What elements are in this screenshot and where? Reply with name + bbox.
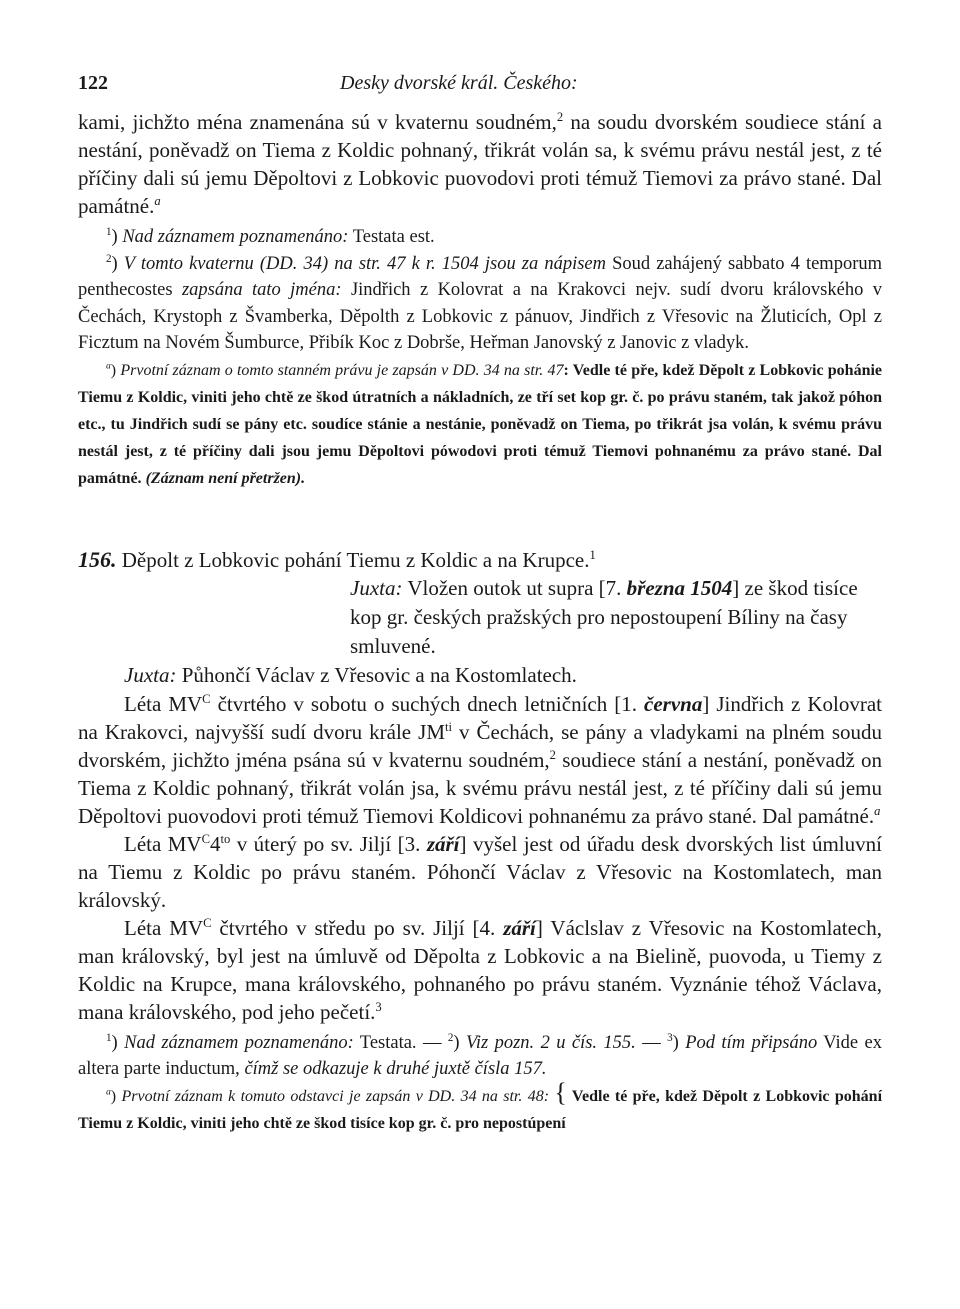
body-paragraph-1: Léta $MV^C$ čtvrtého v sobotu o suchých dnech letničních [1. června] Jindřich z Kolovrat na Krakovci, najvyšší sudí dvoru krále $JM^{ti}$ v Čechách, se pány a vladykami na plném soudu dvorském, jichžto jména psána sú v kvaternu soudném,$^2$ soudiece stání a nestání, poněvadž on Tiema z Koldic pohnaný, třikrát volán jsa, k svému právu nestál jest, z té příčiny dali sú jemu Děpoltovi puovodovi proti témuž Tiemovi Koldicovi pohnanému za právo stané. Dal památné.$^a$ xyxy=(78,691,882,828)
section-number: 156. xyxy=(78,546,117,572)
running-title: Desky dvorské král. Českého: xyxy=(340,72,578,94)
document-page xyxy=(78,68,882,1137)
apparatus-note-bottom: $^a$) Prvotní záznam k tomuto odstavci je zapsán v DD. 34 na str. 48: { Vedle té pře, kdež Děpolt z Lobkovic pohání Tiemu z Koldic, viniti jeho chtě ze škod tisíce kop gr. č. pro nepostúpení xyxy=(78,1077,883,1132)
section-heading: 156. Děpolt z Lobkovic pohání Tiemu z Koldic a na Krupce.$^1$ xyxy=(78,546,596,572)
footnotes-top xyxy=(78,224,882,357)
page-header xyxy=(78,68,882,108)
page-number: 122 xyxy=(78,72,108,94)
continued-paragraph: kami, jichžto ména znamenána sú v kvaternu soudném,$^2$ na soudu dvorském soudiece stání a nestání, poněvadž on Tiema z Koldic pohnaný, třikrát volán sa, k svému právu nestál jest, z té příčiny dali sú jemu Děpoltovi z Lobkovic puovodovi proti témuž Tiemovi za právo stané. Dal památné.$^a$ xyxy=(78,110,882,218)
footnote-1: $^1$) Nad záznamem poznamenáno: Testata est. xyxy=(106,225,435,247)
apparatus-note-a: $^a$) Prvotní záznam o tomto stanném právu je zapsán v DD. 34 na str. 47: Vedle té pře, kdež Děpolt z Lobkovic pohánie Tiemu z Koldic, viniti jeho chtě ze škod útratních a nákladních, ze tří set kop gr. č. po právu staném, tak jakož póhon etc., tu Jindřich sudí se pány etc. soudíce stánie a nestánie, poněvadž on Tiema, po třikrát jsa volán, k svému právu nestál jest, z té příčiny dali jsou jemu Děpoltovi pówodovi proti témuž Tiemovi pohnanému za právo stané. Dal památné. (Záznam není přetržen). xyxy=(78,360,883,487)
body-paragraph-2: Léta $MV^C4^{to}$ v úterý po sv. Jiljí [3. září] vyšel jest od úřadu desk dvorských list úmluvní na Tiemu z Koldic po právu staném. Póhončí Václav z Vřesovic na Kostomlatech, man královský. xyxy=(78,831,882,912)
footnotes-bottom: $^1$) Nad záznamem poznamenáno: Testata. — $^2$) Viz pozn. 2 u čís. 155. — $^3$) Pod tím připsáno Vide ex altera parte inductum, čímž se odkazuje k druhé juxtě čísla 157. xyxy=(78,1031,882,1079)
footnote-2: $^2$) V tomto kvaternu (DD. 34) na str. 47 k r. 1504 jsou za nápisem Soud zahájený sabbato 4 temporum penthecostes zapsána tato jména: Jindřich z Kolovrat a na Krakovci nejv. sudí dvoru královského v Čechách, Krystoph z Švamberka, Děpolth z Lobkovic z pánuov, Jindřich z Vřesovic na Žluticích, Opl z Ficztum na Novém Šumburce, Přibík Koc z Dobrše, Heřman Janovský z Janovic z vladyk. xyxy=(78,252,882,353)
body-paragraph-3: Léta $MV^C$ čtvrtého v středu po sv. Jiljí [4. září] Václslav z Vřesovic na Kostomlatech, man královský, byl jest na úmluvě od Děpolta z Lobkovic a na Bielině, puovoda, u Tiemy z Koldic na Krupce, mana královského, pohnaného po právu staném. Vyznánie téhož Václava, mana královského, pod jeho pečetí.$^3$ xyxy=(78,915,882,1024)
section-title: Děpolt z Lobkovic pohání Tiemu z Koldic a na Krupce. xyxy=(116,547,590,572)
juxta-note-2: Juxta: Půhončí Václav z Vřesovic a na Kostomlatech. xyxy=(124,662,577,687)
juxta-note-1: Juxta: Vložen outok ut supra [7. března 1504] ze škod tisíce kop gr. českých pražských pro nepostoupení Bíliny na časy smluvené. xyxy=(350,575,858,658)
